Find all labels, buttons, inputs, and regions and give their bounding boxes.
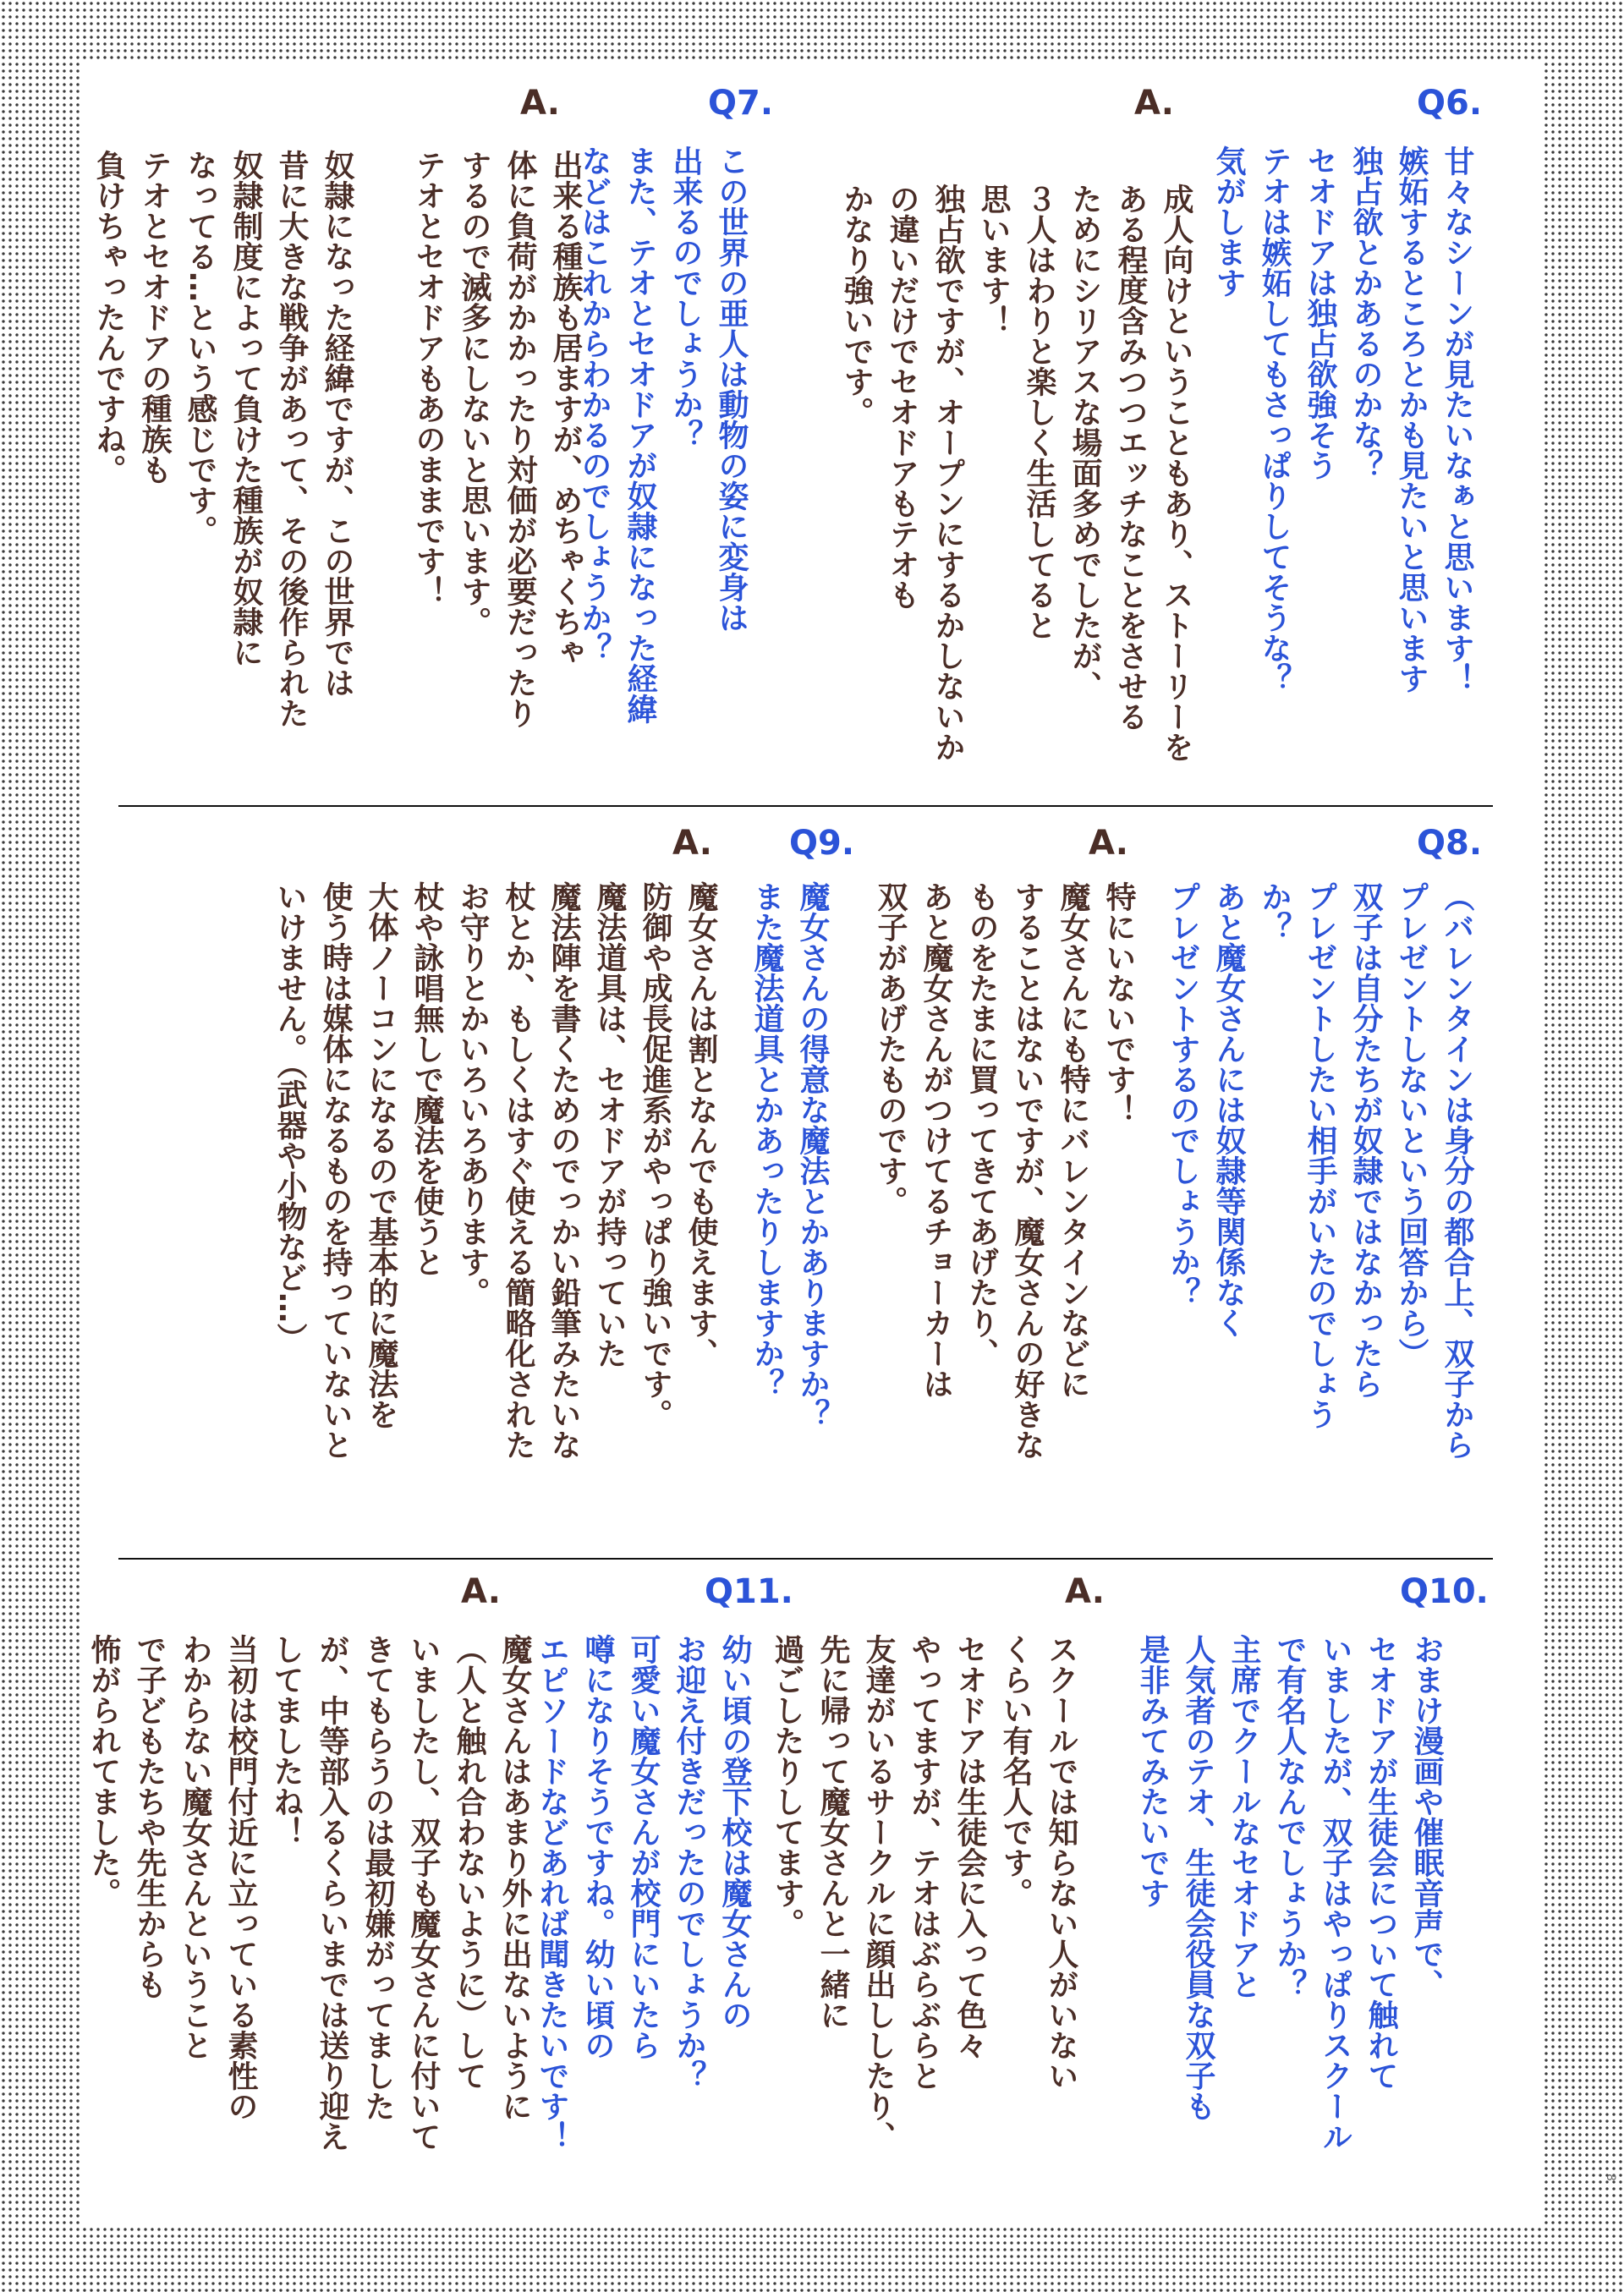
q9-answer: 魔女さんは割となんでも使えます、 防御や成長促進系がやっぱり強いです。 魔法道具は、セオドアが持っていた 魔法陣を書くためのでっかい鉛筆みたいな 杖とか、もしくはすぐ使える簡略化された お守りとかいろいろあります。 杖や詠唱無しで魔法を使うと 大体ノーコンになるので基本的に魔法を 使う時は媒体になるものを持っていないと いけません。（武器や小物など…） [272, 881, 718, 1460]
q11-question: 幼い頃の登下校は魔女さんの お迎え付きだったのでしょうか？ 可愛い魔女さんが校門にいたら 噂になりそうですね。幼い頃の エピソードなどあれば聞きたいです！ [535, 1634, 752, 2152]
q9-answer-label: A. [672, 824, 712, 863]
q11-answer-label: A. [461, 1572, 501, 1611]
q10-answer: スクールでは知らない人がいない くらい有名人です。 セオドアは生徒会に入って色々 やってますが、テオはぶらぶらと 友達がいるサークルに顔出ししたり、 先に帰って魔女さんと一緒に 過ごしたりしてます。 [770, 1634, 1078, 2152]
q8-answer: 特にいないです！ 魔女さんにも特にバレンタインなどに することはないですが、魔女さんの好きな ものをたまに買ってきてあげたり、 あと魔女さんがつけてるチョーカーは 双子があげたものです。 [873, 881, 1136, 1460]
q10-question: おまけ漫画や催眠音声で、 セオドアが生徒会について触れて いましたが、双子はやっぱりスクール で有名人なんでしょうか？ 主席でクールなセオドアと 人気者のテオ、生徒会役員な双子も 是非みてみたいです [1135, 1634, 1444, 2152]
q6-question: 甘々なシーンが見たいなぁと思います！ 嫉妬するところとかも見たいと思います 独占欲とかあるのかな？ セオドアは独占欲強そう テオは嫉妬してもさっぱりしてそうな？ 気がします [1211, 145, 1474, 694]
row-divider-1 [118, 805, 1493, 807]
q10-answer-label: A. [1065, 1572, 1105, 1611]
q7-answer: 出来る種族も居ますが、めちゃくちゃ 体に負荷がかかったり対価が必要だったり するので滅多にしないと思います。 テオとセオドアもあのままです！ 奴隷になった経緯ですが、この世界では 昔に大きな戦争があって、その後作られた 奴隷制度によって負けた種族が奴隷に なってる…という感じです。 テオとセオドアの種族も 負けちゃったんですね。 [91, 150, 583, 728]
q7-answer-label: A. [520, 84, 560, 123]
q6-answer-label: A. [1134, 84, 1174, 123]
row-divider-2 [118, 1558, 1493, 1560]
page-number: 8 [1604, 2174, 1617, 2181]
q8-label: Q8. [1417, 824, 1483, 863]
q7-question: この世界の亜人は動物の姿に変身は 出来るのでしょうか？ また、テオとセオドアが奴隷になった経緯 などはこれからわかるのでしょうか？ [577, 145, 749, 724]
q6-label: Q6. [1417, 84, 1483, 123]
q11-label: Q11. [705, 1572, 793, 1611]
q9-label: Q9. [789, 824, 855, 863]
q6-answer: 成人向けということもあり、ストーリーを ある程度含みつつエッチなことをさせる ためにシリアスな場面多めでしたが、 ３人はわりと楽しく生活してると 思います！ 独占欲ですが、オープンにするかしないか の違いだけでセオドアもテオも かなり強いです。 [839, 184, 1193, 762]
q8-answer-label: A. [1089, 824, 1128, 863]
page-sheet [80, 61, 1544, 2226]
q10-label: Q10. [1400, 1572, 1489, 1611]
q8-question: （バレンタインは身分の都合上、双子から プレゼントしないという回答から） 双子は自分たちが奴隷ではなかったら プレゼントしたい相手がいたのでしょう か？ あと魔女さんには奴隷等関係なく プレゼントするのでしょうか？ [1166, 881, 1474, 1460]
q9-question: 魔女さんの得意な魔法とかありますか？ また魔法道具とかあったりしますか？ [749, 881, 830, 1429]
q7-label: Q7. [708, 84, 774, 123]
q11-answer: 魔女さんはあまり外に出ないように （人と触れ合わないように）して いましたし、双子も魔女さんに付いて きてもらうのは最初嫌がってました が、中等部入るくらいまでは送り迎え してましたね！ 当初は校門付近に立っている素性の わからない魔女さんということ で子どもたちや先生からも 怖がられてました。 [86, 1634, 532, 2152]
